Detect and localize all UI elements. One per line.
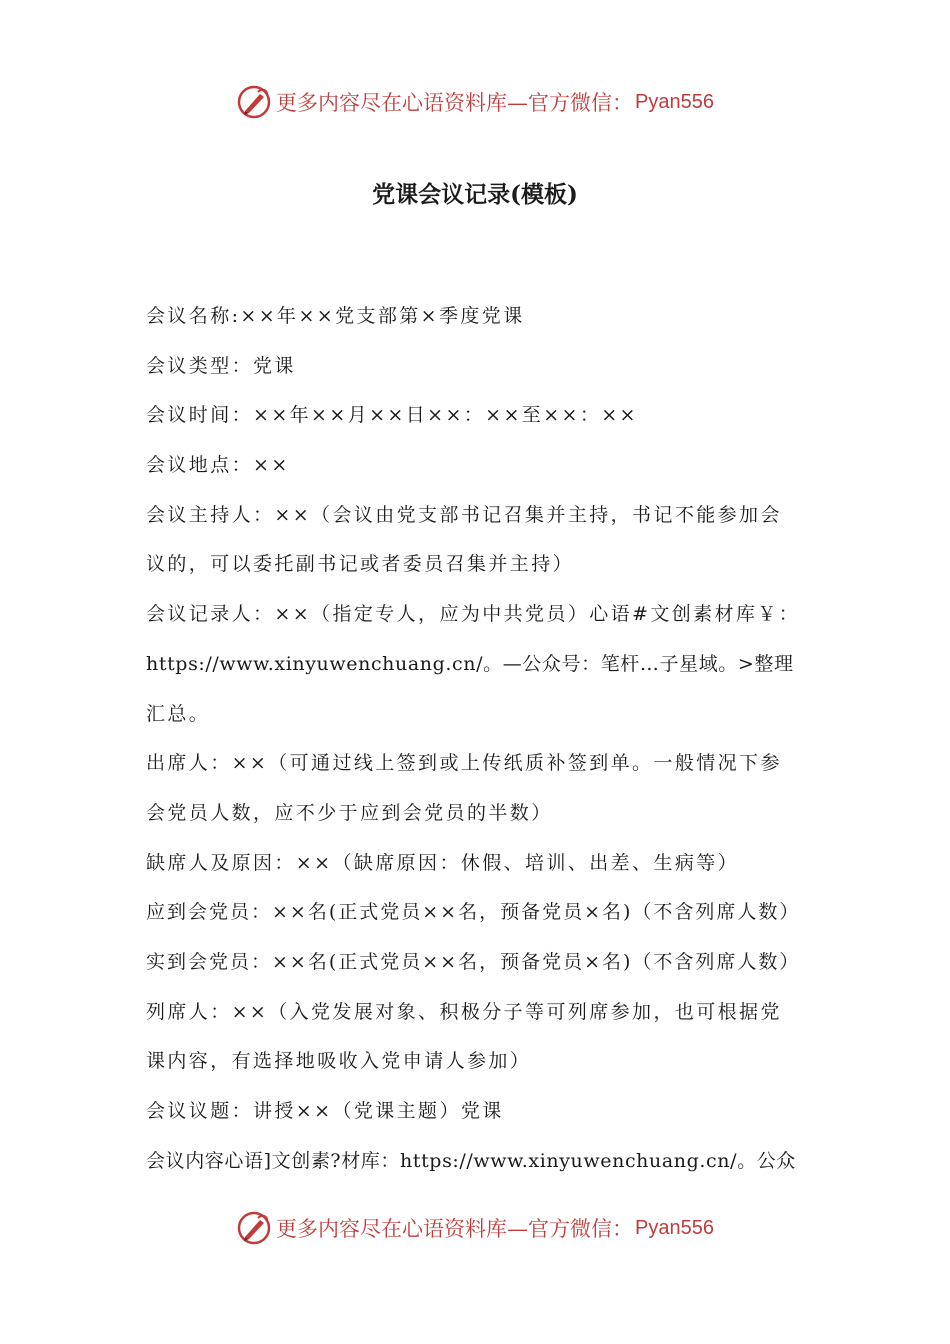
pen-logo-icon [236, 1210, 272, 1246]
banner-wechat-id: Pyan556 [635, 90, 714, 113]
meeting-host-line: 会议主持人：××（会议由党支部书记召集并主持，书记不能参加会 [146, 503, 782, 526]
footer-watermark-banner [0, 1206, 950, 1250]
meeting-recorder-line-cont: https://www.xinyuwenchuang.cn/。—公众号：笔杆…子星域。>整理 [146, 652, 794, 675]
absentees-line: 缺席人及原因：××（缺席原因：休假、培训、出差、生病等） [146, 851, 740, 874]
attendees-line: 出席人：××（可通过线上签到或上传纸质补签到单。一般情况下参 [146, 752, 782, 775]
meeting-recorder-line-end: 汇总。 [146, 702, 211, 725]
observers-line-cont: 课内容，有选择地吸收入党申请人参加） [146, 1050, 532, 1073]
document-title: 党课会议记录(模板) [372, 181, 578, 208]
pen-logo-icon [236, 84, 272, 120]
banner-text: 更多内容尽在心语资料库—官方微信： [276, 1217, 634, 1241]
attendees-line-cont: 会党员人数，应不少于应到会党员的半数） [146, 801, 553, 824]
header-watermark-banner [0, 80, 950, 124]
banner-wechat-id: Pyan556 [635, 1216, 714, 1239]
actual-members-line: 实到会党员：××名(正式党员××名，预备党员×名)（不含列席人数） [146, 950, 801, 973]
observers-line: 列席人：××（入党发展对象、积极分子等可列席参加，也可根据党 [146, 1000, 782, 1023]
meeting-type-line: 会议类型：党课 [146, 354, 296, 377]
banner-text: 更多内容尽在心语资料库—官方微信： [276, 91, 634, 115]
meeting-name-line: 会议名称:××年××党支部第×季度党课 [146, 305, 525, 327]
meeting-content-line: 会议内容心语]文创素?材库：https://www.xinyuwenchuang.cn/。公众 [146, 1149, 796, 1172]
meeting-topic-line: 会议议题：讲授××（党课主题）党课 [146, 1100, 504, 1122]
meeting-host-line-cont: 议的，可以委托副书记或者委员召集并主持） [146, 553, 575, 576]
meeting-location-line: 会议地点：×× [146, 454, 290, 477]
meeting-recorder-line: 会议记录人：××（指定专人，应为中共党员）心语#文创素材库￥： [146, 603, 801, 626]
meeting-time-line: 会议时间：××年××月××日××：××至××：×× [146, 404, 638, 427]
expected-members-line: 应到会党员：××名(正式党员××名，预备党员×名)（不含列席人数） [146, 901, 801, 924]
document-body [146, 292, 806, 1186]
